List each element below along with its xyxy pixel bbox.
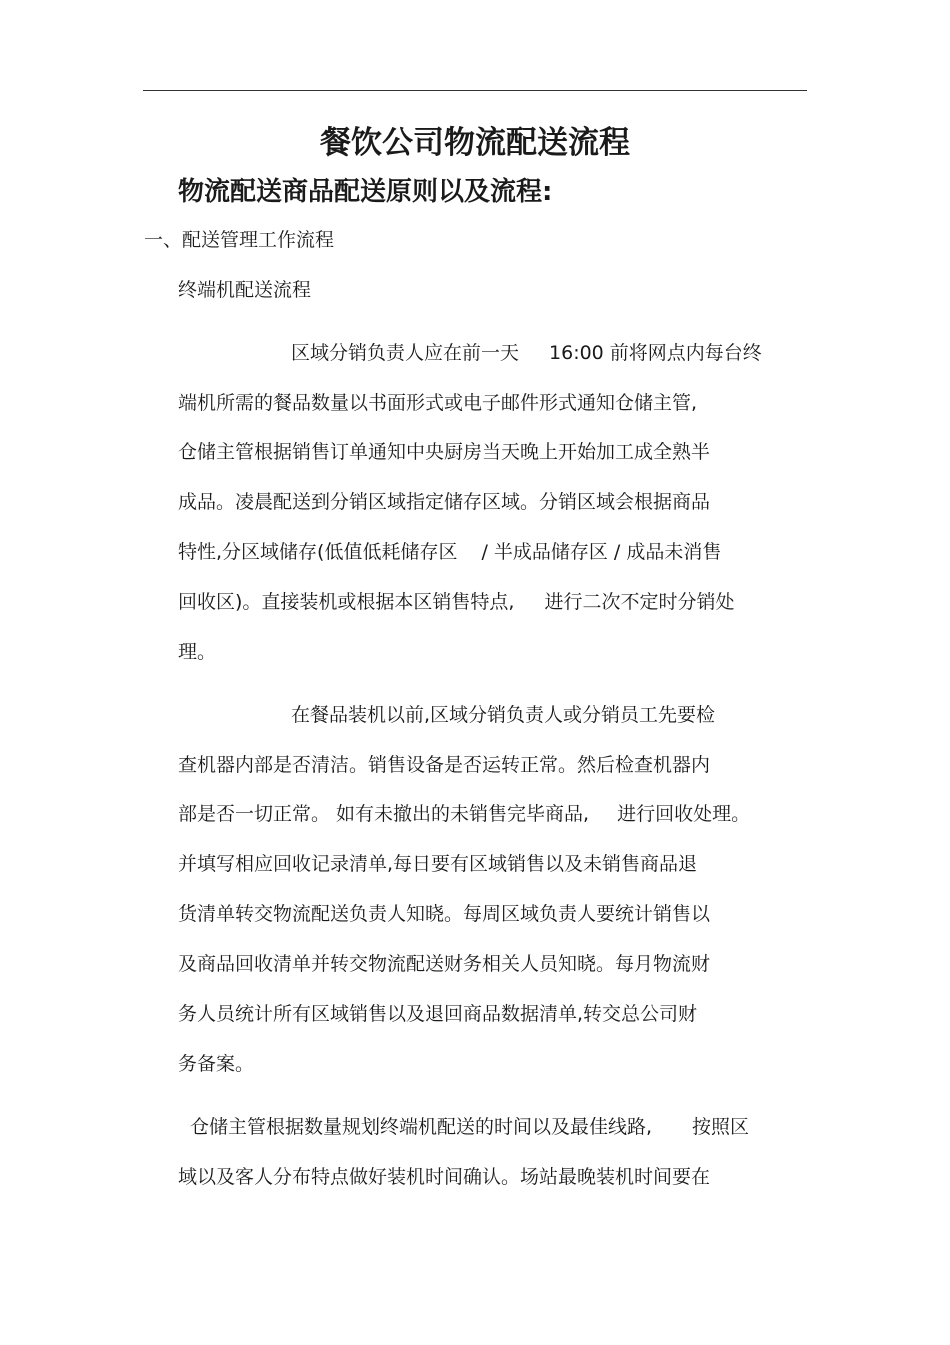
p2-line-7: 务人员统计所有区域销售以及退回商品数据清单,转交总公司财 (178, 1003, 698, 1025)
p1-line-7: 理。 (178, 641, 217, 663)
p2-line-3-b: 进行回收处理。 (617, 803, 751, 825)
header-rule (143, 90, 807, 91)
p1-line-6-b: 进行二次不定时分销处 (544, 591, 735, 613)
p3-line-1 (190, 1118, 749, 1137)
p2-line-8: 务备案。 (178, 1053, 255, 1075)
p2-line-4: 并填写相应回收记录清单,每日要有区域销售以及未销售商品退 (178, 853, 698, 875)
p1-line-5-b: / 半成品储存区 / 成品未消售 (481, 541, 722, 563)
p1-line-1-b: 16:00 前将网点内每台终 (549, 342, 762, 364)
p3-line-1-b: 按照区 (692, 1116, 750, 1138)
p2-line-6: 及商品回收清单并转交物流配送财务相关人员知晓。每月物流财 (178, 953, 711, 975)
p1-line-6 (178, 593, 734, 612)
p1-line-1 (291, 344, 762, 363)
p1-line-1-a: 区域分销负责人应在前一天 (291, 342, 520, 364)
subsection-heading: 终端机配送流程 (178, 279, 312, 301)
p3-line-1-a: 仓储主管根据数量规划终端机配送的时间以及最佳线路, (190, 1116, 653, 1138)
p2-line-2: 查机器内部是否清洁。销售设备是否运转正常。然后检查机器内 (178, 754, 711, 776)
p2-line-3-a: 部是否一切正常。 如有未撤出的未销售完毕商品, (178, 803, 590, 825)
doc-title: 餐饮公司物流配送流程 (320, 125, 630, 161)
section-heading: 一、配送管理工作流程 (144, 229, 335, 251)
p3-line-2: 域以及客人分布特点做好装机时间确认。场站最晚装机时间要在 (178, 1166, 711, 1188)
p1-line-2: 端机所需的餐品数量以书面形式或电子邮件形式通知仓储主管, (178, 392, 698, 414)
p1-line-6-a: 回收区)。直接装机或根据本区销售特点, (178, 591, 515, 613)
doc-subtitle: 物流配送商品配送原则以及流程: (178, 177, 553, 207)
p1-line-5 (178, 543, 721, 562)
p1-line-4: 成品。凌晨配送到分销区域指定储存区域。分销区域会根据商品 (178, 491, 711, 513)
p2-line-1: 在餐品装机以前,区域分销负责人或分销员工先要检 (291, 704, 716, 726)
p1-line-5-a: 特性,分区域储存(低值低耗储存区 (178, 541, 458, 563)
p2-line-5: 货清单转交物流配送负责人知晓。每周区域负责人要统计销售以 (178, 903, 711, 925)
p2-line-3 (178, 805, 750, 824)
p1-line-3: 仓储主管根据销售订单通知中央厨房当天晚上开始加工成全熟半 (178, 441, 711, 463)
